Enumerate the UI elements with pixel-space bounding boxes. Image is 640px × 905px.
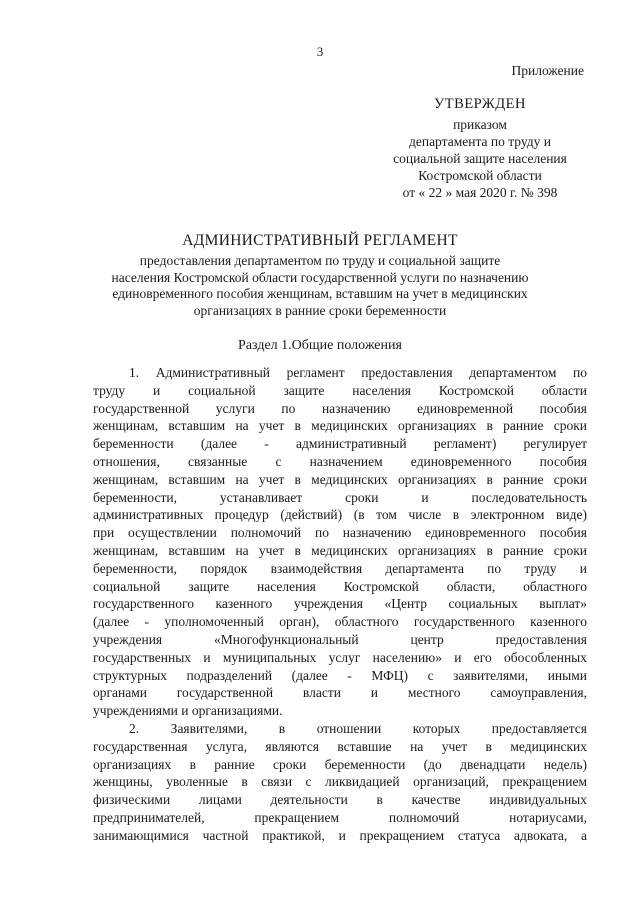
approval-line: приказом bbox=[453, 117, 507, 132]
approval-block bbox=[370, 96, 590, 201]
text-line: организациях в ранние сроки беременности (до двенадцати недель) bbox=[93, 756, 587, 772]
text-line: социальной защите населения Костромской области, областного bbox=[93, 578, 587, 594]
appendix-label: Приложение bbox=[511, 63, 584, 78]
text-line: отношения, связанные с назначением единовременного пособия bbox=[93, 453, 587, 469]
document-subtitle bbox=[80, 253, 560, 319]
approved-heading: УТВЕРЖДЕН bbox=[434, 96, 526, 112]
subtitle-line: единовременного пособия женщинам, вставшим на учет в медицинских bbox=[112, 286, 528, 301]
subtitle-line: предоставления департаментом по труду и социальной защите bbox=[139, 253, 501, 268]
page-number: 3 bbox=[316, 44, 324, 59]
text-line: государственной услуги по назначению единовременной пособия bbox=[93, 400, 587, 416]
text-line: женщины, уволенные в связи с ликвидацией организаций, прекращением bbox=[93, 774, 587, 790]
text-line: занимающимися частной практикой, и прекращением статуса адвоката, а bbox=[93, 827, 587, 843]
subtitle-line: населения Костромской области государственной услуги по назначению bbox=[111, 269, 529, 285]
text-line: 2. Заявителями, в отношении которых предоставляется bbox=[129, 720, 587, 736]
text-line: учреждения «Многофункциональный центр предоставления bbox=[93, 631, 587, 647]
text-line: учреждениями и организациями. bbox=[93, 703, 283, 719]
document-body bbox=[93, 364, 587, 845]
approval-line: социальной защите населения bbox=[393, 151, 567, 166]
text-line: государственного казенного учреждения «Центр социальных выплат» bbox=[93, 596, 587, 612]
text-line: труду и социальной защите населения Костромской области bbox=[93, 382, 587, 398]
paragraph-1 bbox=[93, 364, 587, 720]
section-title: Раздел 1.Общие положения bbox=[238, 338, 402, 353]
text-line: при осуществлении полномочий по назначению единовременного пособия bbox=[93, 525, 587, 541]
text-line: административных процедур (действий) (в том числе в электронном виде) bbox=[93, 507, 587, 523]
approval-line: Костромской области bbox=[418, 168, 542, 183]
text-line: 1. Административный регламент предоставления департаментом по bbox=[129, 365, 587, 380]
text-line: предпринимателей, прекращением полномочий нотариусами, bbox=[93, 809, 587, 825]
text-line: (далее - уполномоченный орган), областного государственного казенного bbox=[93, 614, 587, 630]
text-line: женщинам, вставшим на учет в медицинских организациях в ранние сроки bbox=[93, 418, 587, 434]
approval-line: департамента по труду и bbox=[408, 134, 551, 149]
text-line: структурных подразделений (далее - МФЦ) с заявителями, иными bbox=[93, 667, 587, 683]
document-title: АДМИНИСТРАТИВНЫЙ РЕГЛАМЕНТ bbox=[182, 232, 458, 249]
text-line: женщинам, вставшим на учет в медицинских организациях в ранние сроки bbox=[93, 542, 587, 558]
text-line: государственная услуга, являются вставшие на учет в медицинских bbox=[93, 738, 587, 754]
text-line: органами государственной власти и местного самоуправления, bbox=[93, 685, 587, 701]
text-line: физическими лицами деятельности в качестве индивидуальных bbox=[93, 792, 587, 808]
approval-line: от « 22 » мая 2020 г. № 398 bbox=[402, 185, 558, 200]
text-line: беременности, устанавливает сроки и последовательность bbox=[93, 489, 587, 505]
text-line: беременности, порядок взаимодействия департамента по труду и bbox=[93, 560, 587, 576]
text-line: государственных и муниципальных услуг населению» и его обособленных bbox=[93, 649, 587, 665]
text-line: женщинам, вставшим на учет в медицинских организациях в ранние сроки bbox=[93, 471, 587, 487]
text-line: беременности (далее - административный регламент) регулирует bbox=[93, 436, 587, 452]
subtitle-line: организациях в ранние сроки беременности bbox=[193, 302, 447, 318]
paragraph-2 bbox=[93, 720, 587, 845]
